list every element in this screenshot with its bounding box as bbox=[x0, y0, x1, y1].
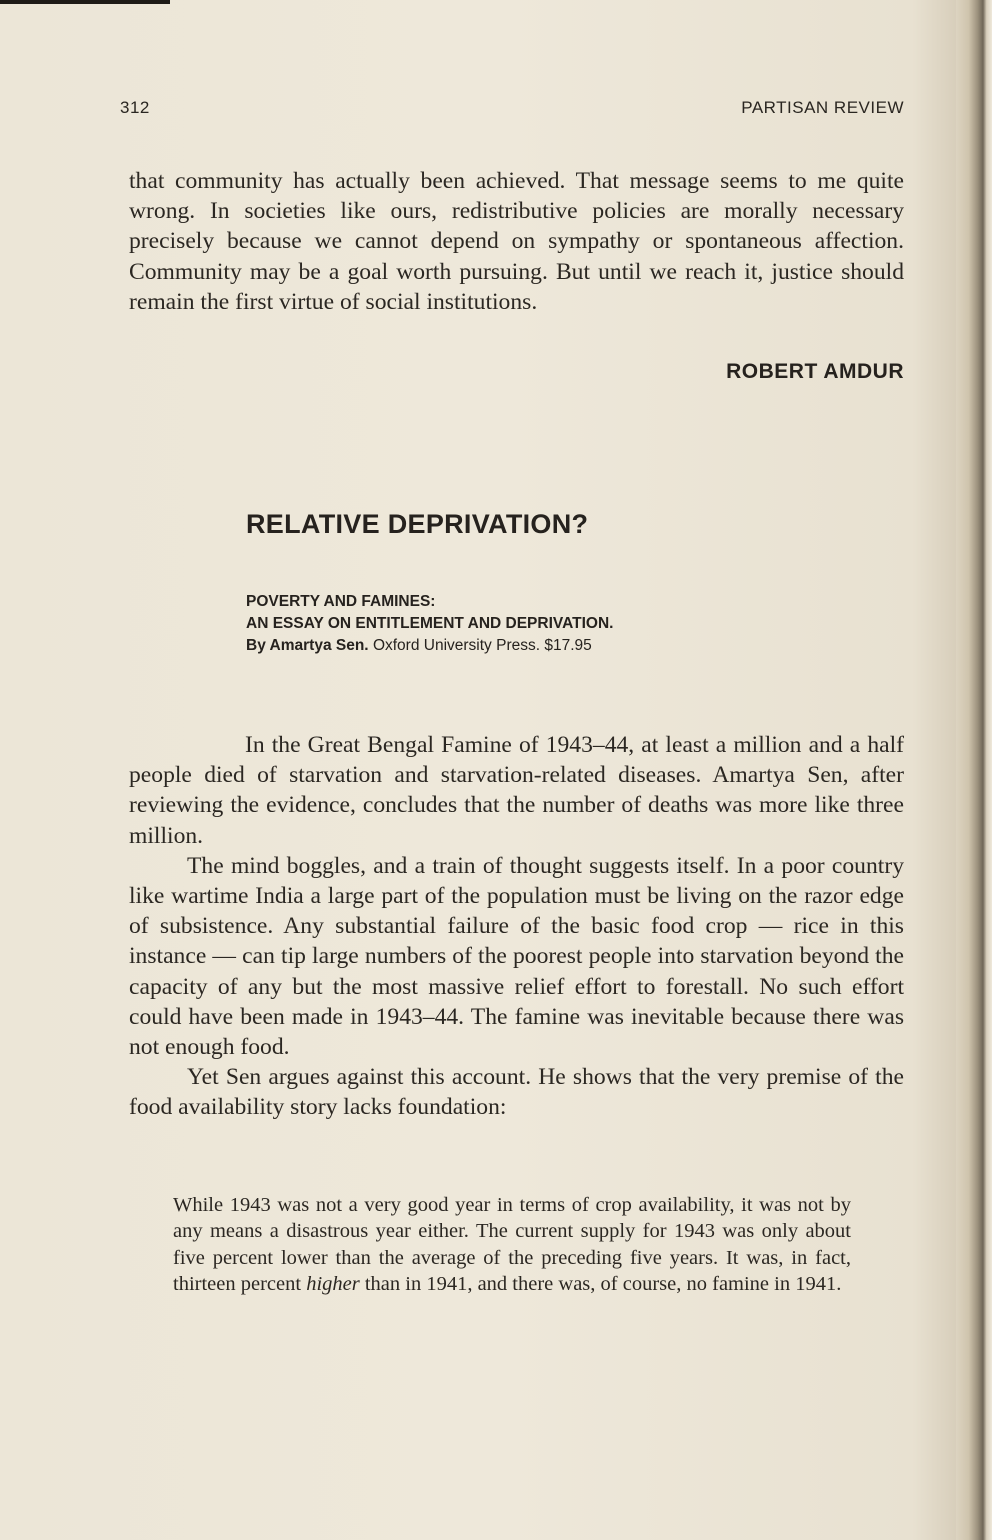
page-edge-shadow bbox=[956, 0, 992, 1540]
review-body bbox=[129, 730, 904, 1123]
book-title-line-2: AN ESSAY ON ENTITLEMENT AND DEPRIVATION. bbox=[246, 615, 614, 632]
book-title-line-1: POVERTY AND FAMINES: bbox=[246, 593, 436, 610]
review-headline: RELATIVE DEPRIVATION? bbox=[246, 509, 589, 539]
book-author: By Amartya Sen. bbox=[246, 637, 369, 654]
book-publisher-price: Oxford University Press. $17.95 bbox=[372, 637, 592, 654]
running-head bbox=[120, 98, 904, 124]
book-info bbox=[246, 591, 613, 657]
paragraph-1: In the Great Bengal Famine of 1943–44, at least a million and a half people died of starvation and starvation-related diseases. Amartya Sen, after reviewing the evidence, concludes that the number of deaths was more like three million. bbox=[129, 732, 904, 849]
closing-paragraph: that community has actually been achieved. That message seems to me quite wrong. In societies like ours, redistributive policies are morally necessary precisely because we cannot depend on sympathy or spontaneous affection. Community may be a goal worth pursuing. But until we reach it, justice should remain the first virtue of social institutions. bbox=[129, 168, 904, 315]
author-signature: ROBERT AMDUR bbox=[726, 360, 904, 383]
paragraph-3: Yet Sen argues against this account. He shows that the very premise of the food availability story lacks foundation: bbox=[129, 1064, 904, 1121]
journal-title: PARTISAN REVIEW bbox=[741, 98, 904, 117]
previous-review-text bbox=[129, 166, 904, 317]
book-byline bbox=[246, 635, 613, 657]
quote-paragraph bbox=[173, 1192, 851, 1298]
quote-emphasis: higher bbox=[306, 1273, 360, 1296]
top-rule bbox=[0, 0, 170, 4]
paragraph-2: The mind boggles, and a train of thought suggests itself. In a poor country like wartime India a large part of the population must be living on the razor edge of subsistence. Any substantial failure of the basic food crop — rice in this instance — can tip large numbers of the poorest people into starvation beyond the capacity of any but the most massive relief effort to forestall. No such effort could have been made in 1943–44. The famine was inevitable because there was not enough food. bbox=[129, 852, 904, 1061]
block-quote bbox=[173, 1192, 851, 1298]
quote-text-before: While 1943 was not a very good year in terms of crop availability, it was not by any means a disastrous year either. The current supply for 1943 was only about five percent lower than the average of the preceding five years. It was, in fact, thirteen percent bbox=[173, 1194, 851, 1296]
quote-text-after: than in 1941, and there was, of course, no famine in 1941. bbox=[359, 1273, 842, 1296]
page-number: 312 bbox=[120, 98, 150, 117]
